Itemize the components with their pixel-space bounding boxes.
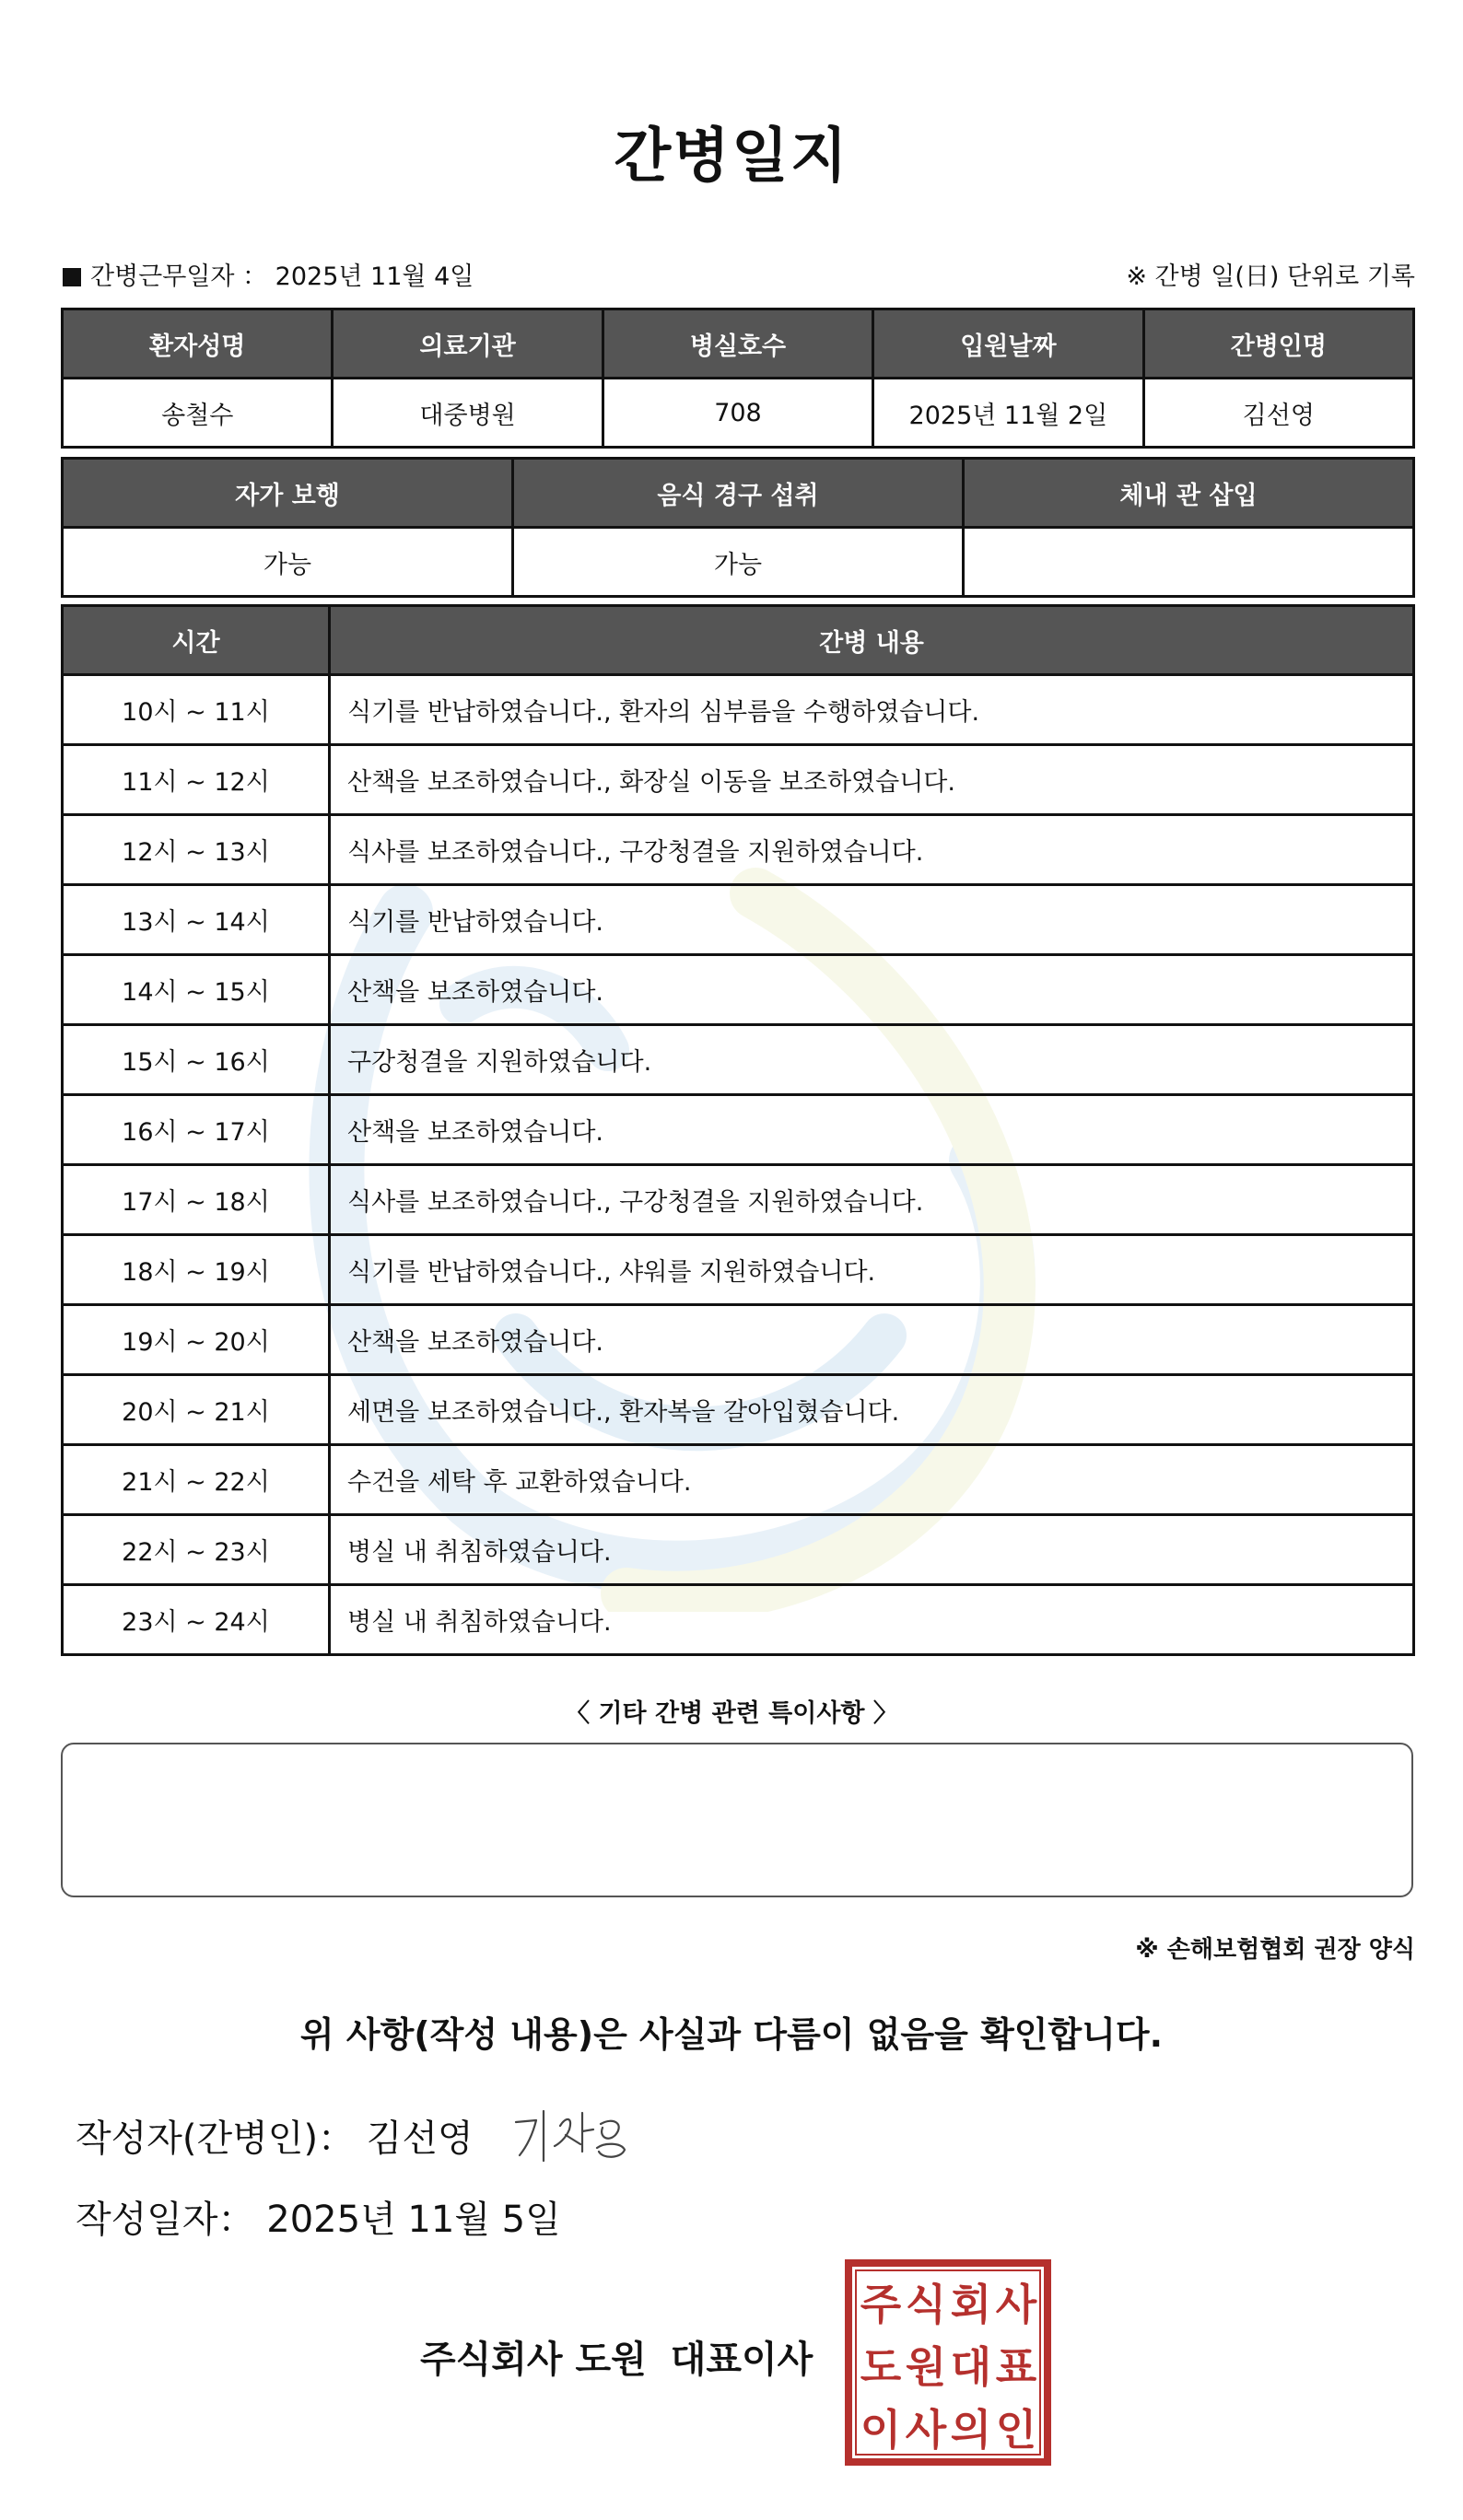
header-oral-intake: 음식 경구 섭취 [513,459,964,528]
care-log-table [61,604,1415,1656]
room-number: 708 [603,379,872,448]
patient-name: 송철수 [63,379,333,448]
table-row [63,675,1414,745]
date-line [76,2190,561,2243]
admission-date: 2025년 11월 2일 [873,379,1143,448]
seal-glyph: 의 [950,2405,992,2455]
time-cell: 23시 ~ 24시 [63,1585,330,1655]
seal-glyph: 사 [995,2280,1037,2329]
header-care-content: 간병 내용 [330,606,1414,675]
table-row [63,1095,1414,1165]
time-cell: 12시 ~ 13시 [63,815,330,885]
caregiver-name: 김선영 [1143,379,1413,448]
self-walking: 가능 [63,528,513,597]
time-cell: 10시 ~ 11시 [63,675,330,745]
writer-label: 작성자(간병인)： [76,2118,356,2160]
work-date-value: 2025년 11월 4일 [275,262,474,291]
content-cell: 병실 내 취침하였습니다. [330,1515,1414,1585]
time-cell: 22시 ~ 23시 [63,1515,330,1585]
seal-glyph: 원 [905,2342,947,2392]
table-row [63,1445,1414,1515]
time-cell: 11시 ~ 12시 [63,745,330,815]
content-cell: 식기를 반납하였습니다., 샤워를 지원하였습니다. [330,1235,1414,1305]
seal-glyph: 주 [860,2280,902,2329]
page-title: 간병일지 [614,122,849,191]
hospital: 대중병원 [333,379,603,448]
remarks-title: 〈 기타 간병 관련 특이사항 〉 [565,1699,898,1728]
time-cell: 13시 ~ 14시 [63,885,330,955]
content-cell: 세면을 보조하였습니다., 환자복을 갈아입혔습니다. [330,1375,1414,1445]
content-cell: 산책을 보조하였습니다. [330,955,1414,1025]
header-admission-date: 입원날짜 [873,309,1143,379]
writer-name: 김선영 [366,2118,474,2160]
content-cell: 산책을 보조하였습니다., 화장실 이동을 보조하였습니다. [330,745,1414,815]
seal-glyph: 식 [905,2280,947,2329]
content-cell: 산책을 보조하였습니다. [330,1095,1414,1165]
seal-glyph: 대 [950,2342,992,2392]
table-row [63,1305,1414,1375]
ceo-title: 대표이사 [670,2339,813,2381]
time-cell: 14시 ~ 15시 [63,955,330,1025]
seal-glyph: 이 [860,2405,902,2455]
table-header-row [63,459,1414,528]
time-cell: 15시 ~ 16시 [63,1025,330,1095]
table-row [63,885,1414,955]
time-cell: 19시 ~ 20시 [63,1305,330,1375]
table-row [63,379,1414,448]
company-seal-stamp [844,2258,1052,2467]
patient-status-table [61,457,1415,598]
table-row [63,745,1414,815]
handwritten-signature [509,2102,633,2166]
content-cell: 식사를 보조하였습니다., 구강청결을 지원하였습니다. [330,1165,1414,1235]
tube-insertion [964,528,1414,597]
table-header-row [63,606,1414,675]
company-name: 주식회사 도원 [420,2339,647,2381]
table-header-row [63,309,1414,379]
time-cell: 20시 ~ 21시 [63,1375,330,1445]
remarks-box [61,1743,1413,1897]
content-cell: 식기를 반납하였습니다., 환자의 심부름을 수행하였습니다. [330,675,1414,745]
table-row [63,528,1414,597]
time-cell: 16시 ~ 17시 [63,1095,330,1165]
table-row [63,1375,1414,1445]
table-row [63,1165,1414,1235]
patient-info-table [61,308,1415,449]
seal-glyph: 회 [950,2280,992,2329]
company-line [420,2330,837,2383]
header-self-walking: 자가 보행 [63,459,513,528]
header-patient-name: 환자성명 [63,309,333,379]
date-label: 작성일자： [76,2199,255,2241]
content-cell: 병실 내 취침하였습니다. [330,1585,1414,1655]
recommended-form-note: ※ 손해보험협회 권장 양식 [1135,1936,1415,1964]
seal-glyph: 도 [860,2342,902,2392]
table-row [63,955,1414,1025]
table-row [63,815,1414,885]
time-cell: 17시 ~ 18시 [63,1165,330,1235]
seal-glyph: 인 [995,2405,1037,2455]
work-date-label: 간병근무일자 [90,262,235,291]
square-bullet-icon [63,268,81,286]
seal-glyph: 표 [995,2342,1037,2392]
content-cell: 식사를 보조하였습니다., 구강청결을 지원하였습니다. [330,815,1414,885]
work-date: 간병근무일자 ： 2025년 11월 4일 [63,256,474,292]
content-cell: 산책을 보조하였습니다. [330,1305,1414,1375]
header-tube-insertion: 체내 관 삽입 [964,459,1414,528]
seal-glyph: 사 [905,2405,947,2455]
content-cell: 식기를 반납하였습니다. [330,885,1414,955]
table-row [63,1515,1414,1585]
table-row [63,1235,1414,1305]
header-room-number: 병실호수 [603,309,872,379]
date-value: 2025년 11월 5일 [266,2199,561,2241]
writer-line [76,2109,474,2162]
confirmation-statement: 위 사항(작성 내용)은 사실과 다름이 없음을 확인합니다. [299,2014,1164,2055]
content-cell: 수건을 세탁 후 교환하였습니다. [330,1445,1414,1515]
unit-note: ※ 간병 일(日) 단위로 기록 [1126,262,1415,291]
table-row [63,1585,1414,1655]
time-cell: 21시 ~ 22시 [63,1445,330,1515]
header-caregiver-name: 간병인명 [1143,309,1413,379]
content-cell: 구강청결을 지원하였습니다. [330,1025,1414,1095]
header-hospital: 의료기관 [333,309,603,379]
time-cell: 18시 ~ 19시 [63,1235,330,1305]
table-row [63,1025,1414,1095]
header-time: 시간 [63,606,330,675]
oral-intake: 가능 [513,528,964,597]
